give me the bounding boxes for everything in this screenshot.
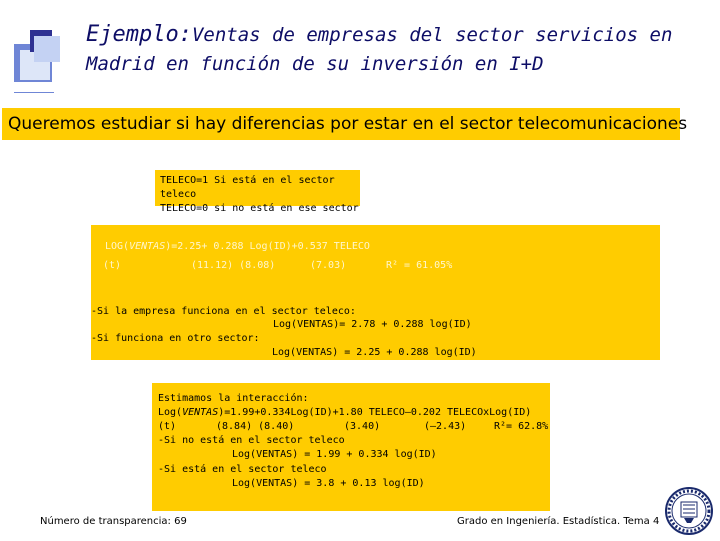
decor-line (14, 92, 54, 93)
question-banner: Queremos estudiar si hay diferencias por estar en el sector telecomunicaciones (2, 108, 680, 140)
model-equation (105, 240, 370, 254)
eq-rest: )=2.25+ 0.288 Log(ID)+0.537 TELECO (165, 241, 370, 252)
eq-var: VENTAS (129, 241, 166, 252)
t-label: (t) (158, 421, 177, 432)
case2-equation: Log(VENTAS) = 3.8 + 0.13 log(ID) (232, 478, 425, 489)
t-values-1: (8.84) (8.40) (216, 421, 295, 432)
case2-equation: Log(VENTAS) = 2.25 + 0.288 log(ID) (272, 347, 477, 358)
case1-label: -Si la empresa funciona en el sector teleco: (91, 306, 356, 317)
eq-prefix: Log( (158, 407, 183, 418)
course-label: Grado en Ingeniería. Estadística. Tema 4 (457, 516, 660, 527)
t-label: (t) (103, 260, 122, 271)
t-values-2: (3.40) (344, 421, 381, 432)
case2-label: -Si está en el sector teleco (158, 464, 327, 475)
t-values: (11.12) (8.08) (191, 260, 276, 271)
model-box (91, 225, 660, 360)
interaction-equation (158, 406, 531, 420)
eq-rest: )=1.99+0.334Log(ID)+1.80 TELECO–0.202 TELECOxLog(ID) (218, 407, 532, 418)
decor-square-pale (34, 36, 60, 62)
case2-label: -Si funciona en otro sector: (91, 333, 260, 344)
case1-equation: Log(VENTAS)= 2.78 + 0.288 log(ID) (273, 319, 472, 330)
eq-var: VENTAS (182, 407, 219, 418)
definition-line-1: TELECO=1 Si está en el sector teleco (160, 175, 335, 200)
eq-prefix: LOG( (105, 241, 130, 252)
t-teleco: (7.03) (310, 260, 347, 271)
r-squared: R²= 62.8% (494, 421, 549, 432)
title-lead: Ejemplo: (86, 22, 192, 47)
slide-title (86, 20, 706, 79)
case1-equation: Log(VENTAS) = 1.99 + 0.334 log(ID) (232, 449, 437, 460)
title-rest: Ventas de empresas del sector servicios en Madrid en función de su inversión en I+D (86, 24, 673, 75)
interaction-box (152, 383, 550, 511)
r-squared: R² = 61.05% (386, 260, 453, 271)
case1-label: -Si no está en el sector teleco (158, 435, 345, 446)
university-seal-icon (664, 485, 714, 541)
t-values-3: (–2.43) (424, 421, 467, 432)
definition-line-2: TELECO=0 si no está en ese sector (160, 203, 359, 214)
slide-number: Número de transparencia: 69 (40, 516, 187, 527)
teleco-definition-box (155, 170, 360, 214)
interaction-intro: Estimamos la interacción: (158, 393, 309, 404)
